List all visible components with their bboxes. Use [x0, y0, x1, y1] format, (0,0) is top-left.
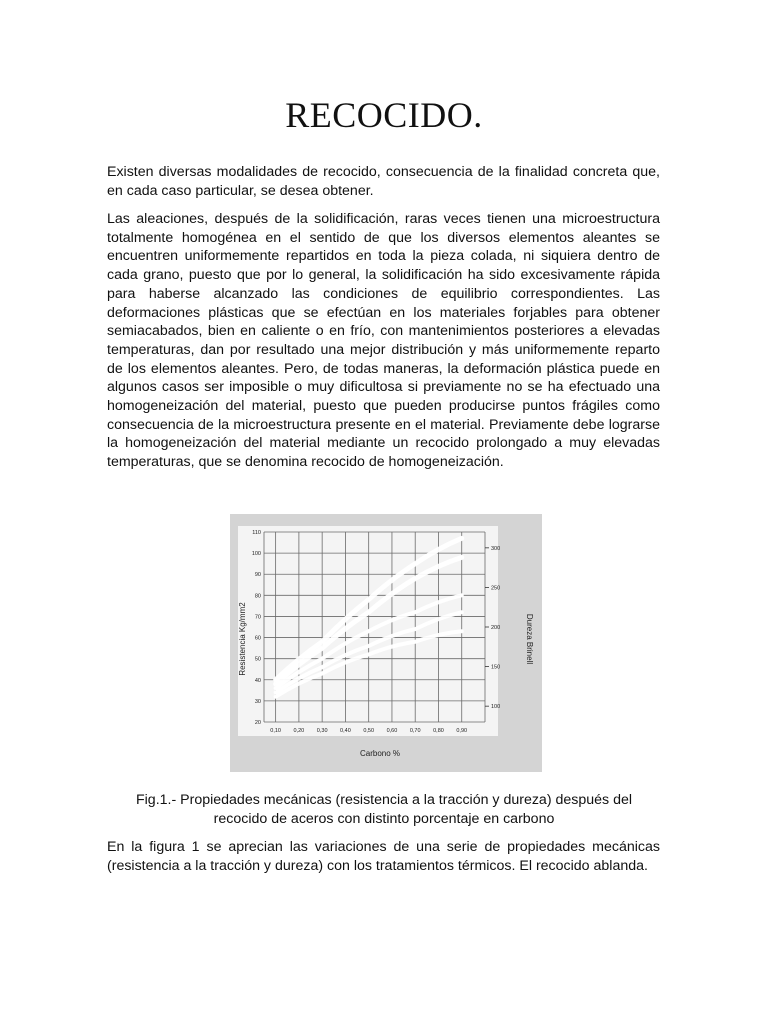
y-axis-label-left: Resistencia Kg/mm2 — [238, 602, 247, 676]
paragraph-figure-description: En la figura 1 se aprecian las variaciones de una serie de propiedades mecánicas (resistencia a la tracción y dureza) con los tratamientos térmicos. El recocido ablanda. — [107, 839, 660, 874]
y-tick-label-right: 300 — [491, 545, 501, 552]
x-tick-label: 0,10 — [270, 728, 281, 734]
paragraph-intro: Existen diversas modalidades de recocido, consecuencia de la finalidad concreta que, en cada caso particular, se desea obtener. — [107, 164, 660, 199]
series-point — [367, 653, 370, 656]
series-point — [460, 556, 463, 559]
x-tick-label: 0,80 — [433, 728, 444, 734]
series-point — [414, 577, 417, 580]
series-point — [414, 562, 417, 565]
x-tick-label: 0,70 — [409, 728, 421, 734]
paragraph-alloys: Las aleaciones, después de la solidificación, raras veces tienen una microestructura totalmente homogénea en el sentido de que los diversos elementos aleantes se encuentren uniformemente repartidos en toda la pieza colada, ni siquiera dentro de cada grano, puesto que por lo general, la solidificación ha sido excesivamente rápida para haberse alcanzado las condiciones de equilibrio correspondientes. Las deformaciones plásticas que se efectúan en los materiales forjables para obtener semiacabados, bien en caliente o en frío, con mantenimientos posteriores a elevadas temperaturas, dan por resultado una mejor distribución y más uniformemente reparto de los elementos aleantes. Pero, de todas maneras, la deformación plástica puede en algunos casos ser imposible o muy dificultosa si previamente no se ha efectuado una homogeneización del material, puesto que pueden producirse puntos frágiles como consecuencia de la microestructura presente en el material. Previamente debe lograrse la homogeneización del material mediante un recocido prolongado a muy elevadas temperaturas, que se denomina recocido de homogeneización. — [107, 211, 660, 471]
y-tick-label-right: 150 — [491, 664, 501, 671]
series-point — [367, 630, 370, 633]
y-tick-label-left: 110 — [252, 530, 261, 536]
page-title: RECOCIDO. — [285, 95, 483, 135]
y-axis-label-right: Dureza Brinell — [525, 613, 534, 665]
x-tick-label: 0,50 — [363, 728, 375, 734]
y-tick-label-left: 80 — [254, 593, 261, 600]
y-tick-label-left: 90 — [254, 572, 261, 579]
series-point — [460, 594, 463, 597]
series-point — [321, 647, 324, 650]
series-point — [321, 640, 324, 643]
y-tick-label-left: 50 — [254, 656, 261, 663]
series-point — [367, 611, 370, 614]
x-tick-label: 0,60 — [386, 728, 398, 734]
y-tick-label-right: 250 — [491, 585, 501, 592]
y-tick-label-left: 30 — [254, 698, 261, 705]
figure-caption: Fig.1.- Propiedades mecánicas (resistencia a la tracción y dureza) después del recocido de aceros con distinto porcentaje en carbono — [135, 792, 633, 827]
series-point — [321, 672, 324, 675]
series-point — [321, 666, 324, 669]
y-tick-label-left: 60 — [254, 635, 261, 642]
series-point — [414, 628, 417, 631]
x-tick-label: 0,90 — [456, 728, 468, 734]
series-point — [414, 611, 417, 614]
y-tick-label-left: 100 — [251, 551, 261, 558]
x-tick-label: 0,30 — [316, 728, 328, 734]
series-point — [460, 630, 463, 633]
figure-1 — [230, 514, 542, 772]
series-point — [460, 611, 463, 614]
y-tick-label-right: 200 — [491, 625, 501, 631]
series-point — [460, 537, 463, 540]
series-point — [367, 644, 370, 647]
series-point — [367, 598, 370, 601]
series-point — [274, 691, 277, 694]
mechanical-properties-chart — [230, 514, 542, 772]
y-tick-label-left: 20 — [254, 720, 261, 726]
y-tick-label-left: 70 — [254, 614, 261, 621]
series-point — [321, 657, 324, 660]
x-axis-label: Carbono % — [359, 749, 401, 758]
x-tick-label: 0,40 — [340, 728, 351, 734]
series-point — [274, 695, 277, 698]
y-tick-label-left: 40 — [254, 677, 261, 684]
x-tick-label: 0,20 — [293, 728, 305, 734]
y-tick-label-right: 100 — [491, 704, 501, 711]
series-point — [414, 640, 417, 643]
